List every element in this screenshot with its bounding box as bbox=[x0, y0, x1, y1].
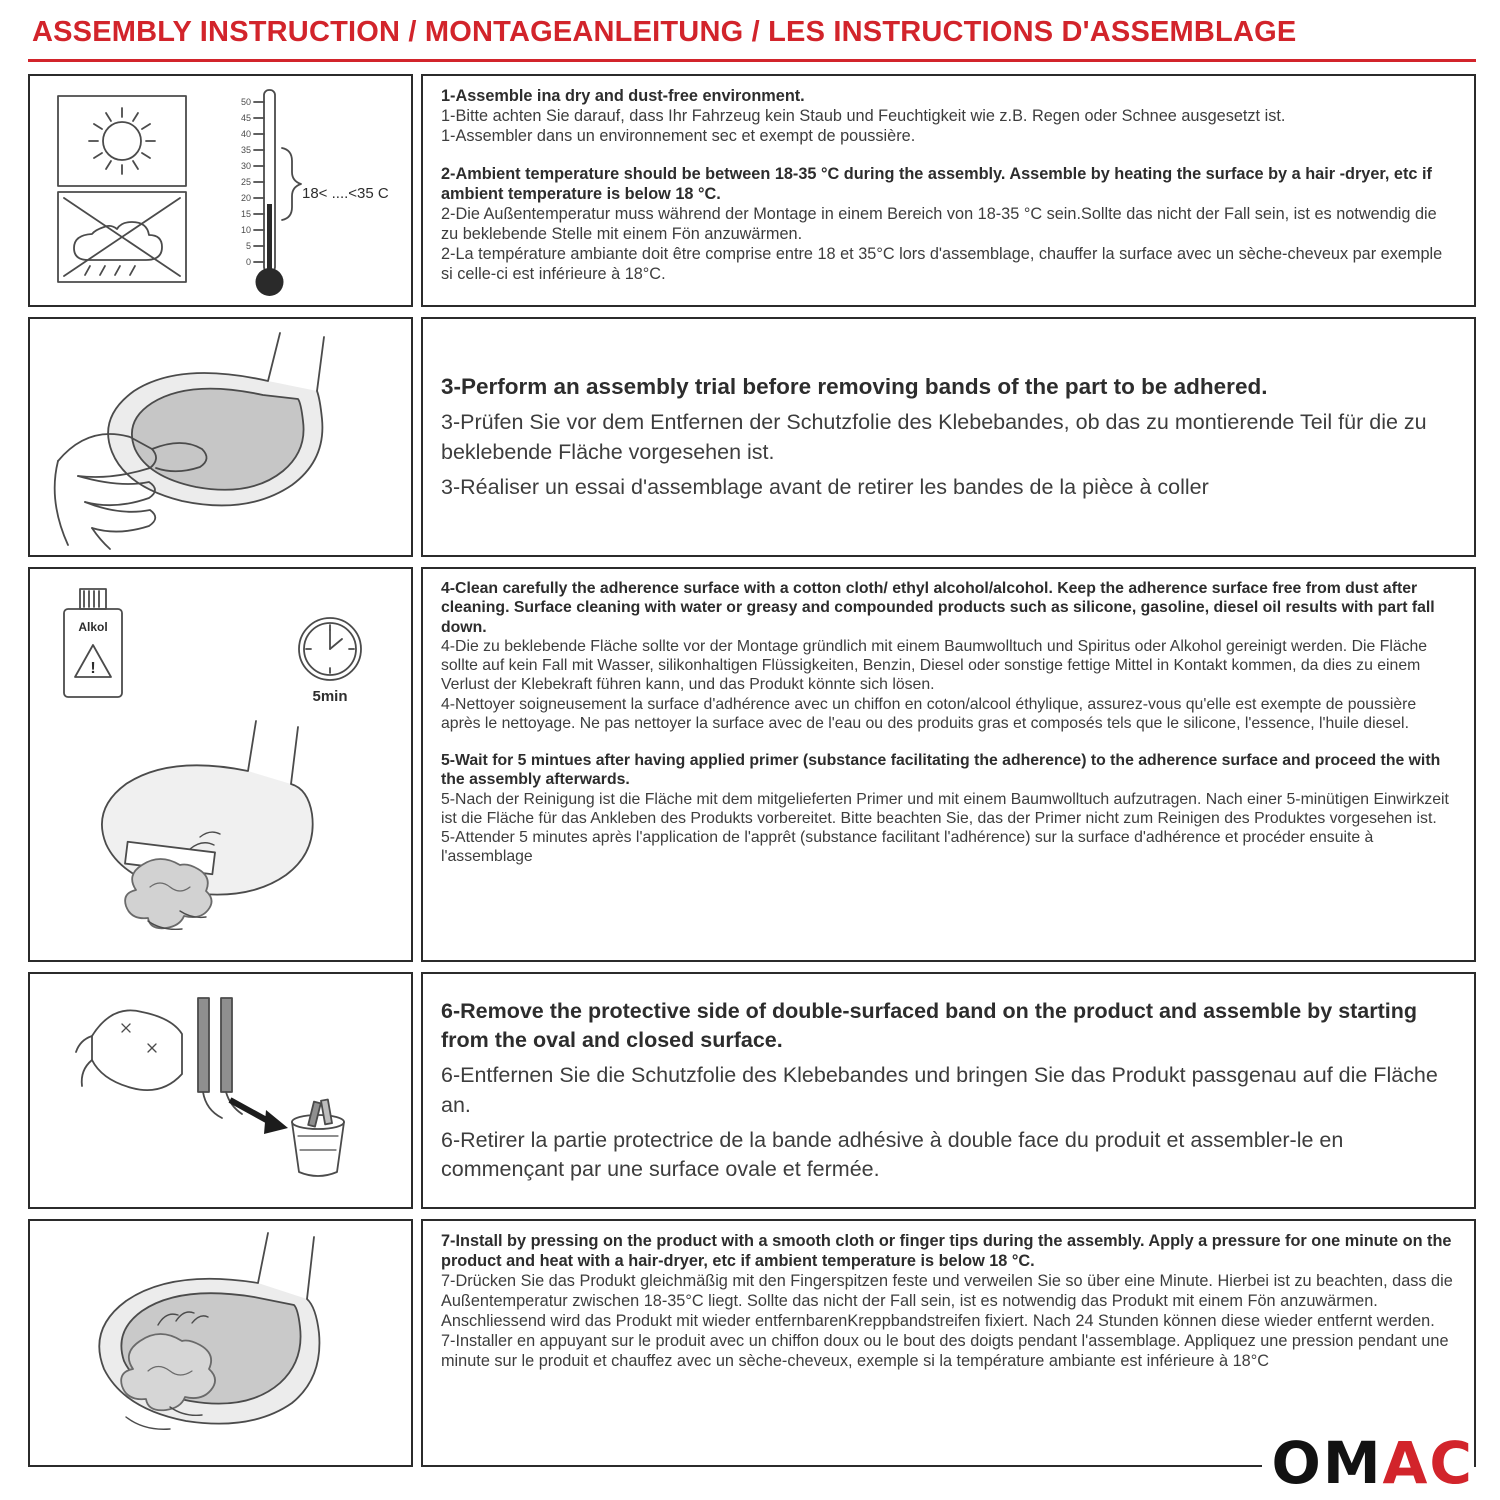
thermo-tick: 10 bbox=[240, 225, 251, 235]
omac-logo bbox=[1262, 1429, 1474, 1497]
clock-icon bbox=[299, 618, 361, 705]
thermo-tick: 20 bbox=[240, 193, 251, 203]
temp-range-label: 18< ....<35 C bbox=[302, 185, 389, 202]
peel-tape-trash-icon bbox=[30, 974, 411, 1207]
step-4-fr: 4-Nettoyer soigneusement la surface d'adhérence avec un chiffon en coton/alcool éthylique, assurez-vous qu'elle est exempte de poussière après le nettoyage. Ne pas nettoyer la surface avec de l'eau ou des produits gras et composés tels que le silicone, l'essence, l'huile diesel. bbox=[441, 695, 1417, 732]
thermo-tick: 25 bbox=[240, 177, 251, 187]
step-7-fr: 7-Installer en appuyant sur le produit avec un chiffon doux ou le bout des doigts pendant l'assemblage. Appliquez une pression pendant une minute sur le produit et chauffez avec un sèche-cheveux, exemple si la température ambiante est inférieure à 18°C bbox=[441, 1332, 1449, 1371]
omac-logo-black-part: OM bbox=[1271, 1429, 1383, 1497]
step-3-en: 3-Perform an assembly trial before removing bands of the part to be adhered. bbox=[441, 373, 1268, 399]
thermo-tick: 30 bbox=[240, 161, 251, 171]
no-rain-icon bbox=[58, 192, 186, 282]
step-5-en: 5-Wait for 5 mintues after having applied primer (substance facilitating the adherence) to the adherence surface and proceed the with the assembly afterwards. bbox=[441, 752, 1441, 789]
step-5-fr: 5-Attender 5 minutes après l'application de l'apprêt (substance facilitant l'adhérence) sur la surface d'adhérence et procéder ensuite à l'assemblage bbox=[441, 829, 1374, 866]
step-7-de: 7-Drücken Sie das Produkt gleichmäßig mit den Fingerspitzen feste und verweilen Sie so über eine Minute. Hierbei ist zu beachten, dass die Außentemperatur zwischen 18-35°C liegt. Sollte das nicht der Fall sein, ist es notwendig das Produkt mit einem Fön anzuwärmen. Anschliessend wird das Produkt mit wieder entfernbarenKreppbandstreifen fixiert. Nach 24 Stunden können diese wieder entfernt werden. bbox=[441, 1272, 1453, 1331]
step-text-environment bbox=[421, 74, 1476, 307]
step-4-de: 4-Die zu beklebende Fläche sollte vor der Montage gründlich mit einem Baumwolltuch und Spiritus oder Alkohol gereinigt werden. Die Fläche sollte auf kein Fall mit Wasser, silikonhaltigen Flüssigkeiten, Benzin, Diesel oder sonstige fettige Mittel in Kontakt kommen, da dies zu einem Verlust der Klebekraft führen kann, und das Produkt könnte sich lösen. bbox=[441, 637, 1428, 694]
step-6-en: 6-Remove the protective side of double-surfaced band on the product and assemble by starting from the oval and closed surface. bbox=[441, 998, 1418, 1053]
step-6-fr: 6-Retirer la partie protectrice de la bande adhésive à double face du produit et assembler-le en commençant par une surface ovale et fermée. bbox=[441, 1127, 1344, 1181]
step-row-cleaning bbox=[28, 567, 1476, 962]
step-3-de: 3-Prüfen Sie vor dem Entfernen der Schutzfolie des Klebebandes, ob das zu montierende Teil für die zu beklebende Fläche vorgesehen ist. bbox=[441, 410, 1427, 464]
cleaning-diagram bbox=[30, 569, 411, 960]
page-title: ASSEMBLY INSTRUCTION / MONTAGEANLEITUNG / LES INSTRUCTIONS D'ASSEMBLAGE bbox=[28, 12, 1476, 62]
step-1-de: 1-Bitte achten Sie darauf, dass Ihr Fahrzeug kein Staub und Feuchtigkeit wie z.B. Regen oder Schnee ausgesetzt ist. bbox=[441, 107, 1286, 126]
alcohol-label: Alkol bbox=[78, 620, 108, 634]
step-row-band-removal bbox=[28, 972, 1476, 1209]
trash-bin-icon bbox=[292, 1099, 344, 1176]
warning-mark: ! bbox=[90, 660, 96, 677]
thermo-tick: 40 bbox=[240, 129, 251, 139]
environment-temperature-diagram bbox=[30, 76, 411, 305]
step-text-cleaning bbox=[421, 567, 1476, 962]
step-row-trial bbox=[28, 317, 1476, 557]
cleaning-illustration bbox=[28, 567, 413, 962]
step-3-fr: 3-Réaliser un essai d'assemblage avant de retirer les bandes de la pièce à coller bbox=[441, 474, 1209, 499]
wait-time-label: 5min bbox=[312, 688, 348, 705]
trial-illustration bbox=[28, 317, 413, 557]
step-1-fr: 1-Assembler dans un environnement sec et exempt de poussière. bbox=[441, 127, 916, 146]
step-2-en: 2-Ambient temperature should be between 18-35 °C during the assembly. Assemble by heating the surface by a hair -dryer, etc if ambient temperature is below 18 °C. bbox=[441, 165, 1432, 204]
omac-logo-red-part: AC bbox=[1382, 1429, 1474, 1497]
step-6-de: 6-Entfernen Sie die Schutzfolie des Klebebandes und bringen Sie das Produkt passgenau auf die Fläche an. bbox=[441, 1063, 1438, 1117]
hand-mirror-icon bbox=[30, 319, 411, 555]
step-7-en: 7-Install by pressing on the product with a smooth cloth or finger tips during the assembly. Apply a pressure for one minute on the product and heat with a hair-dryer, etc if ambient temperature is below 18 °C. bbox=[441, 1232, 1452, 1271]
thermo-tick: 15 bbox=[240, 209, 251, 219]
step-row-install bbox=[28, 1219, 1476, 1467]
sun-icon bbox=[58, 96, 186, 186]
warning-triangle-icon bbox=[75, 645, 111, 677]
thermo-tick: 35 bbox=[240, 145, 251, 155]
install-illustration bbox=[28, 1219, 413, 1467]
step-4-en: 4-Clean carefully the adherence surface with a cotton cloth/ ethyl alcohol/alcohol. Keep the adherence surface free from dust after cleaning. Surface cleaning with water or greasy and compounded products such as silicone, gasoline, diesel oil results with part fall down. bbox=[441, 580, 1435, 636]
thermo-tick: 0 bbox=[245, 257, 251, 267]
thermo-tick: 45 bbox=[240, 113, 251, 123]
press-mirror-cloth-icon bbox=[30, 1221, 411, 1465]
step-2-de: 2-Die Außentemperatur muss während der Montage in einem Bereich von 18-35 °C sein.Sollte das nicht der Fall sein, ist es notwendig die zu beklebende Stelle mit einem Fön anzuwärmen. bbox=[441, 205, 1437, 244]
step-5-de: 5-Nach der Reinigung ist die Fläche mit dem mitgelieferten Primer und mit einem Baumwolltuch aufzutragen. Nach einer 5-minütigen Einwirkzeit ist die Fläche für das Ankleben des Produkts vorbereitet. Bitte beachten Sie, das der Primer nicht zum Reinigen des Produktes vorgesehen ist. bbox=[441, 790, 1449, 827]
thermometer-icon bbox=[241, 90, 389, 296]
alcohol-bottle-icon bbox=[64, 589, 122, 697]
step-row-environment bbox=[28, 74, 1476, 307]
step-text-trial bbox=[421, 317, 1476, 557]
step-text-band-removal bbox=[421, 972, 1476, 1209]
arrow-icon bbox=[230, 1100, 288, 1134]
environment-illustration bbox=[28, 74, 413, 307]
band-removal-illustration bbox=[28, 972, 413, 1209]
thermo-tick: 50 bbox=[240, 97, 251, 107]
step-2-fr: 2-La température ambiante doit être comprise entre 18 et 35°C lors d'assemblage, chauffer la surface avec un sèche-cheveux par exemple si celle-ci est inférieure à 18°C. bbox=[441, 245, 1443, 284]
thermo-tick: 5 bbox=[245, 241, 251, 251]
step-1-en: 1-Assemble ina dry and dust-free environment. bbox=[441, 87, 805, 105]
mirror-wipe-icon bbox=[102, 721, 313, 929]
